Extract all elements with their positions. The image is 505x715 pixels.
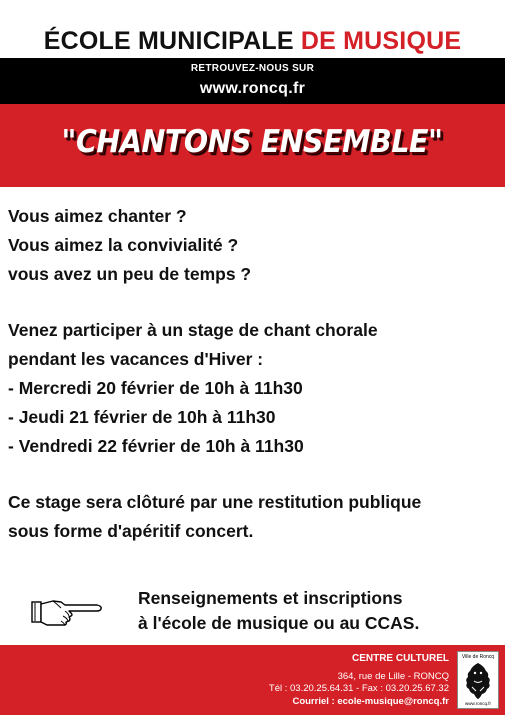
session-date-line: - Mercredi 20 février de 10h à 11h30 [8,378,303,398]
slogan-banner [0,104,505,187]
center-address: 364, rue de Lille - RONCQ [337,670,449,682]
logo-top-text: Ville de Roncq [461,654,495,660]
phone-fax: Tél : 03.20.25.64.31 - Fax : 03.20.25.67.32 [268,683,449,694]
info-text [138,586,419,636]
website-tagline: RETROUVEZ-NOUS SUR [190,63,315,74]
info-line: à l'école de musique ou au CCAS. [138,613,420,633]
town-logo [457,651,499,709]
intro-line: Vous aimez la convivialité ? [8,235,239,255]
event-slogan: "CHANTONS ENSEMBLE" [62,124,443,160]
intro-line: vous avez un peu de temps ? [8,264,252,284]
info-line: Renseignements et inscriptions [138,588,403,608]
website-url[interactable]: www.roncq.fr [199,80,306,97]
intro-questions [8,202,503,289]
closing-line: Ce stage sera clôturé par une restitution publique [8,492,422,512]
contact-details [269,653,449,708]
website-banner [0,58,505,104]
contact-footer [0,645,505,715]
invitation-line: pendant les vacances d'Hiver : [8,349,264,369]
session-date-line: - Jeudi 21 février de 10h à 11h30 [8,407,276,427]
lion-crest-icon [462,661,494,701]
closing-block [8,488,503,546]
center-name: CENTRE CULTUREL [351,653,449,664]
pointing-hand-icon [31,594,103,628]
invitation-line: Venez participer à un stage de chant chorale [8,320,378,340]
school-title-part2: DE MUSIQUE [300,27,462,55]
invitation-block [8,316,503,461]
closing-line: sous forme d'apéritif concert. [8,521,254,541]
intro-line: Vous aimez chanter ? [8,206,187,226]
session-date-line: - Vendredi 22 février de 10h à 11h30 [8,436,304,456]
school-title-part1: ÉCOLE MUNICIPALE [43,27,301,55]
school-title [0,0,505,58]
info-row [0,586,505,644]
contact-email[interactable]: Courriel : ecole-musique@roncq.fr [292,695,449,707]
logo-bottom-text: www.roncq.fr [464,701,491,706]
